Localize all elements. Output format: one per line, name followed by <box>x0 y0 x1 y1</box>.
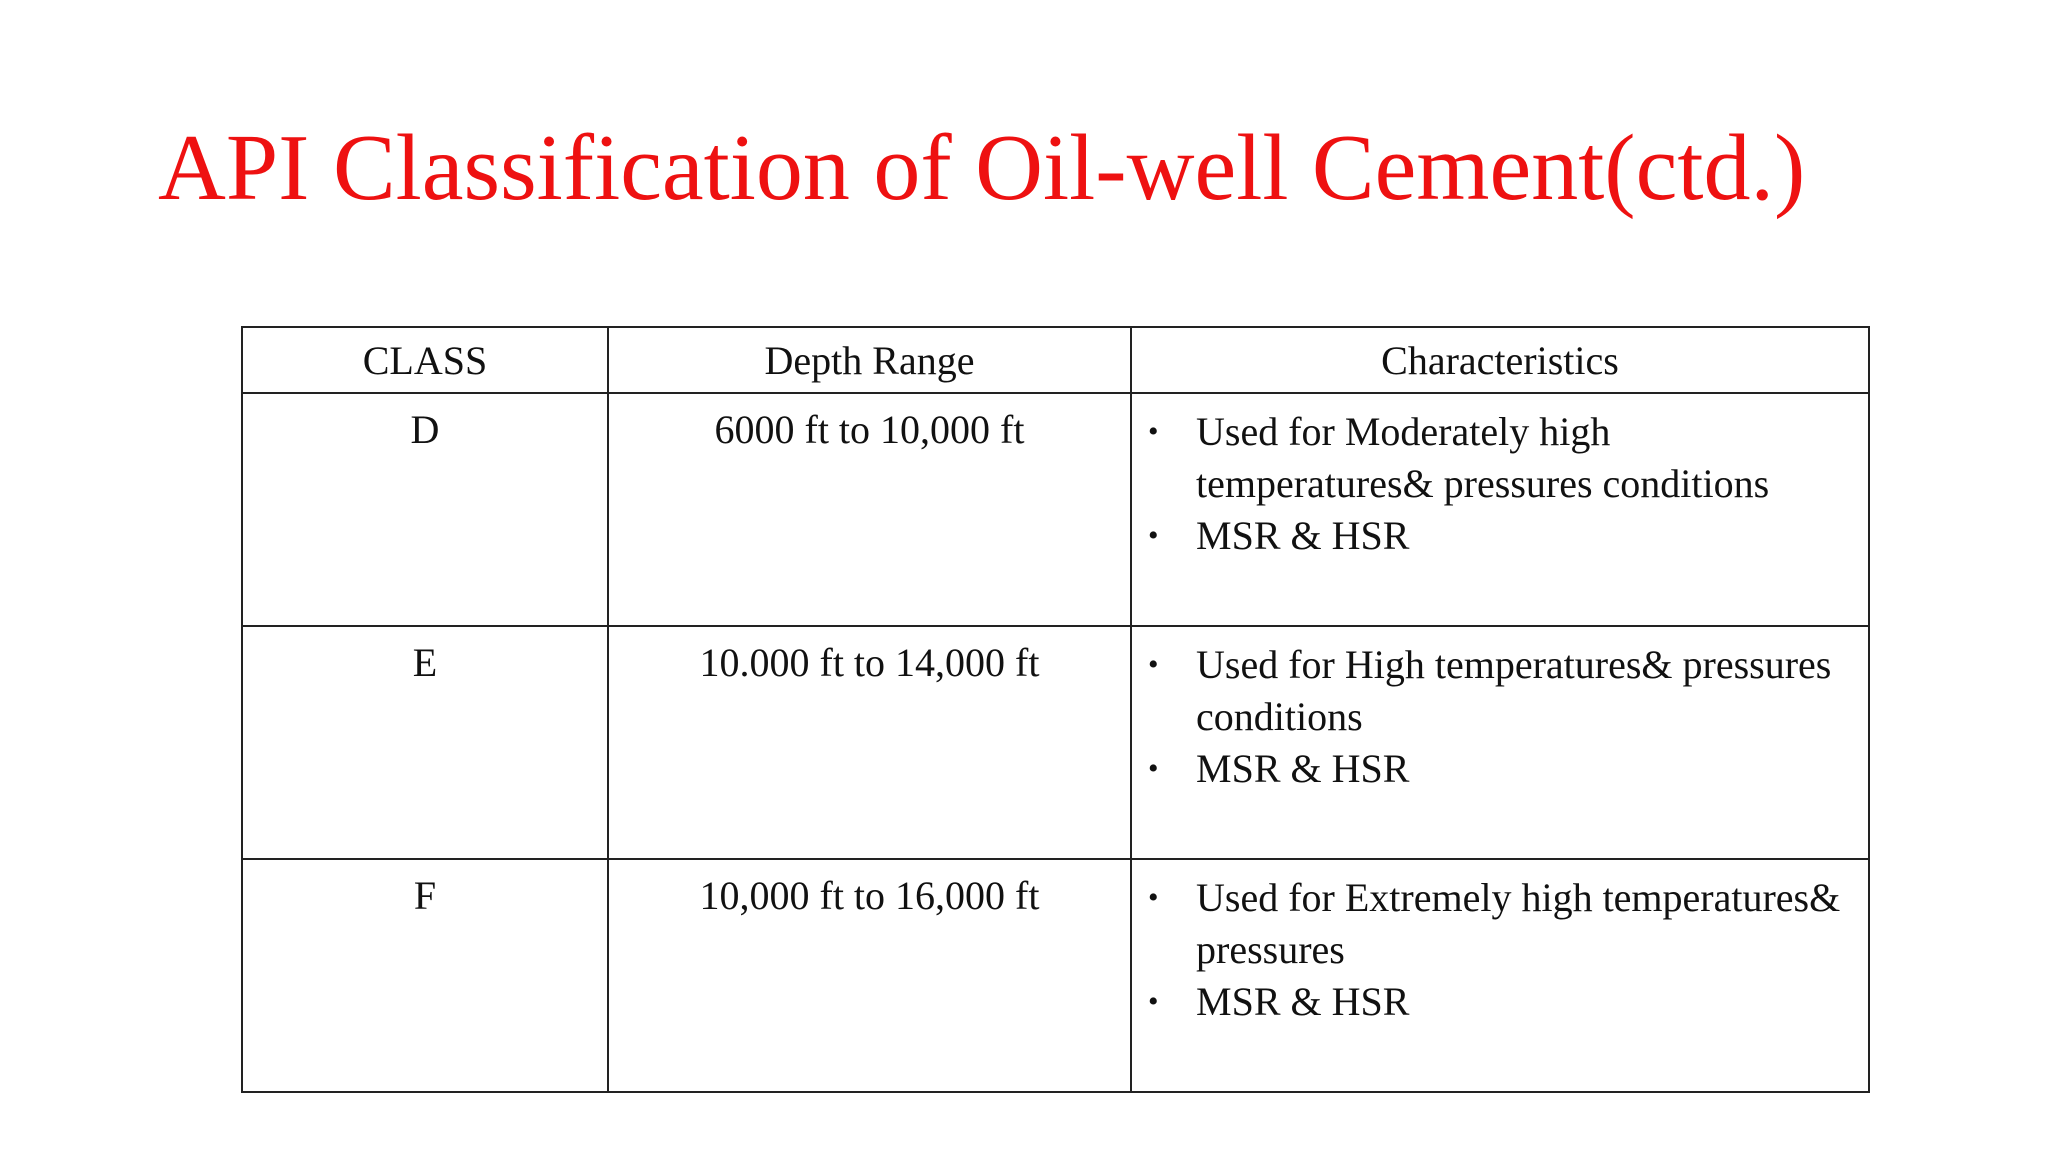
list-item <box>1146 510 1848 562</box>
table-row <box>242 626 1869 859</box>
bullet-icon: • <box>1148 881 1159 914</box>
characteristic-text: Used for Moderately high temperatures& pressures conditions <box>1196 409 1770 506</box>
characteristics-cell <box>1131 859 1869 1092</box>
header-depth-range: Depth Range <box>608 327 1131 393</box>
class-cell: F <box>242 859 608 1092</box>
table-row <box>242 859 1869 1092</box>
bullet-icon: • <box>1148 519 1159 552</box>
depth-range-cell: 10,000 ft to 16,000 ft <box>608 859 1131 1092</box>
header-class: CLASS <box>242 327 608 393</box>
table-row <box>242 393 1869 626</box>
depth-range-cell: 10.000 ft to 14,000 ft <box>608 626 1131 859</box>
characteristics-cell <box>1131 393 1869 626</box>
characteristics-list <box>1132 394 1868 562</box>
list-item <box>1146 639 1848 743</box>
bullet-icon: • <box>1148 415 1159 448</box>
table-header-row <box>242 327 1869 393</box>
cement-classification-table <box>241 326 1870 1093</box>
characteristic-text: Used for High temperatures& pressures conditions <box>1196 642 1832 739</box>
characteristic-text: MSR & HSR <box>1196 979 1410 1024</box>
characteristics-list <box>1132 627 1868 795</box>
slide-title: API Classification of Oil-well Cement(ctd.) <box>158 116 1806 220</box>
header-characteristics: Characteristics <box>1131 327 1869 393</box>
class-cell: E <box>242 626 608 859</box>
characteristics-cell <box>1131 626 1869 859</box>
list-item <box>1146 743 1848 795</box>
list-item <box>1146 872 1848 976</box>
list-item <box>1146 976 1848 1028</box>
list-item <box>1146 406 1848 510</box>
depth-range-cell: 6000 ft to 10,000 ft <box>608 393 1131 626</box>
bullet-icon: • <box>1148 752 1159 785</box>
characteristic-text: MSR & HSR <box>1196 513 1410 558</box>
characteristic-text: Used for Extremely high temperatures& pressures <box>1196 875 1841 972</box>
class-cell: D <box>242 393 608 626</box>
bullet-icon: • <box>1148 985 1159 1018</box>
characteristics-list <box>1132 860 1868 1028</box>
characteristic-text: MSR & HSR <box>1196 746 1410 791</box>
bullet-icon: • <box>1148 648 1159 681</box>
